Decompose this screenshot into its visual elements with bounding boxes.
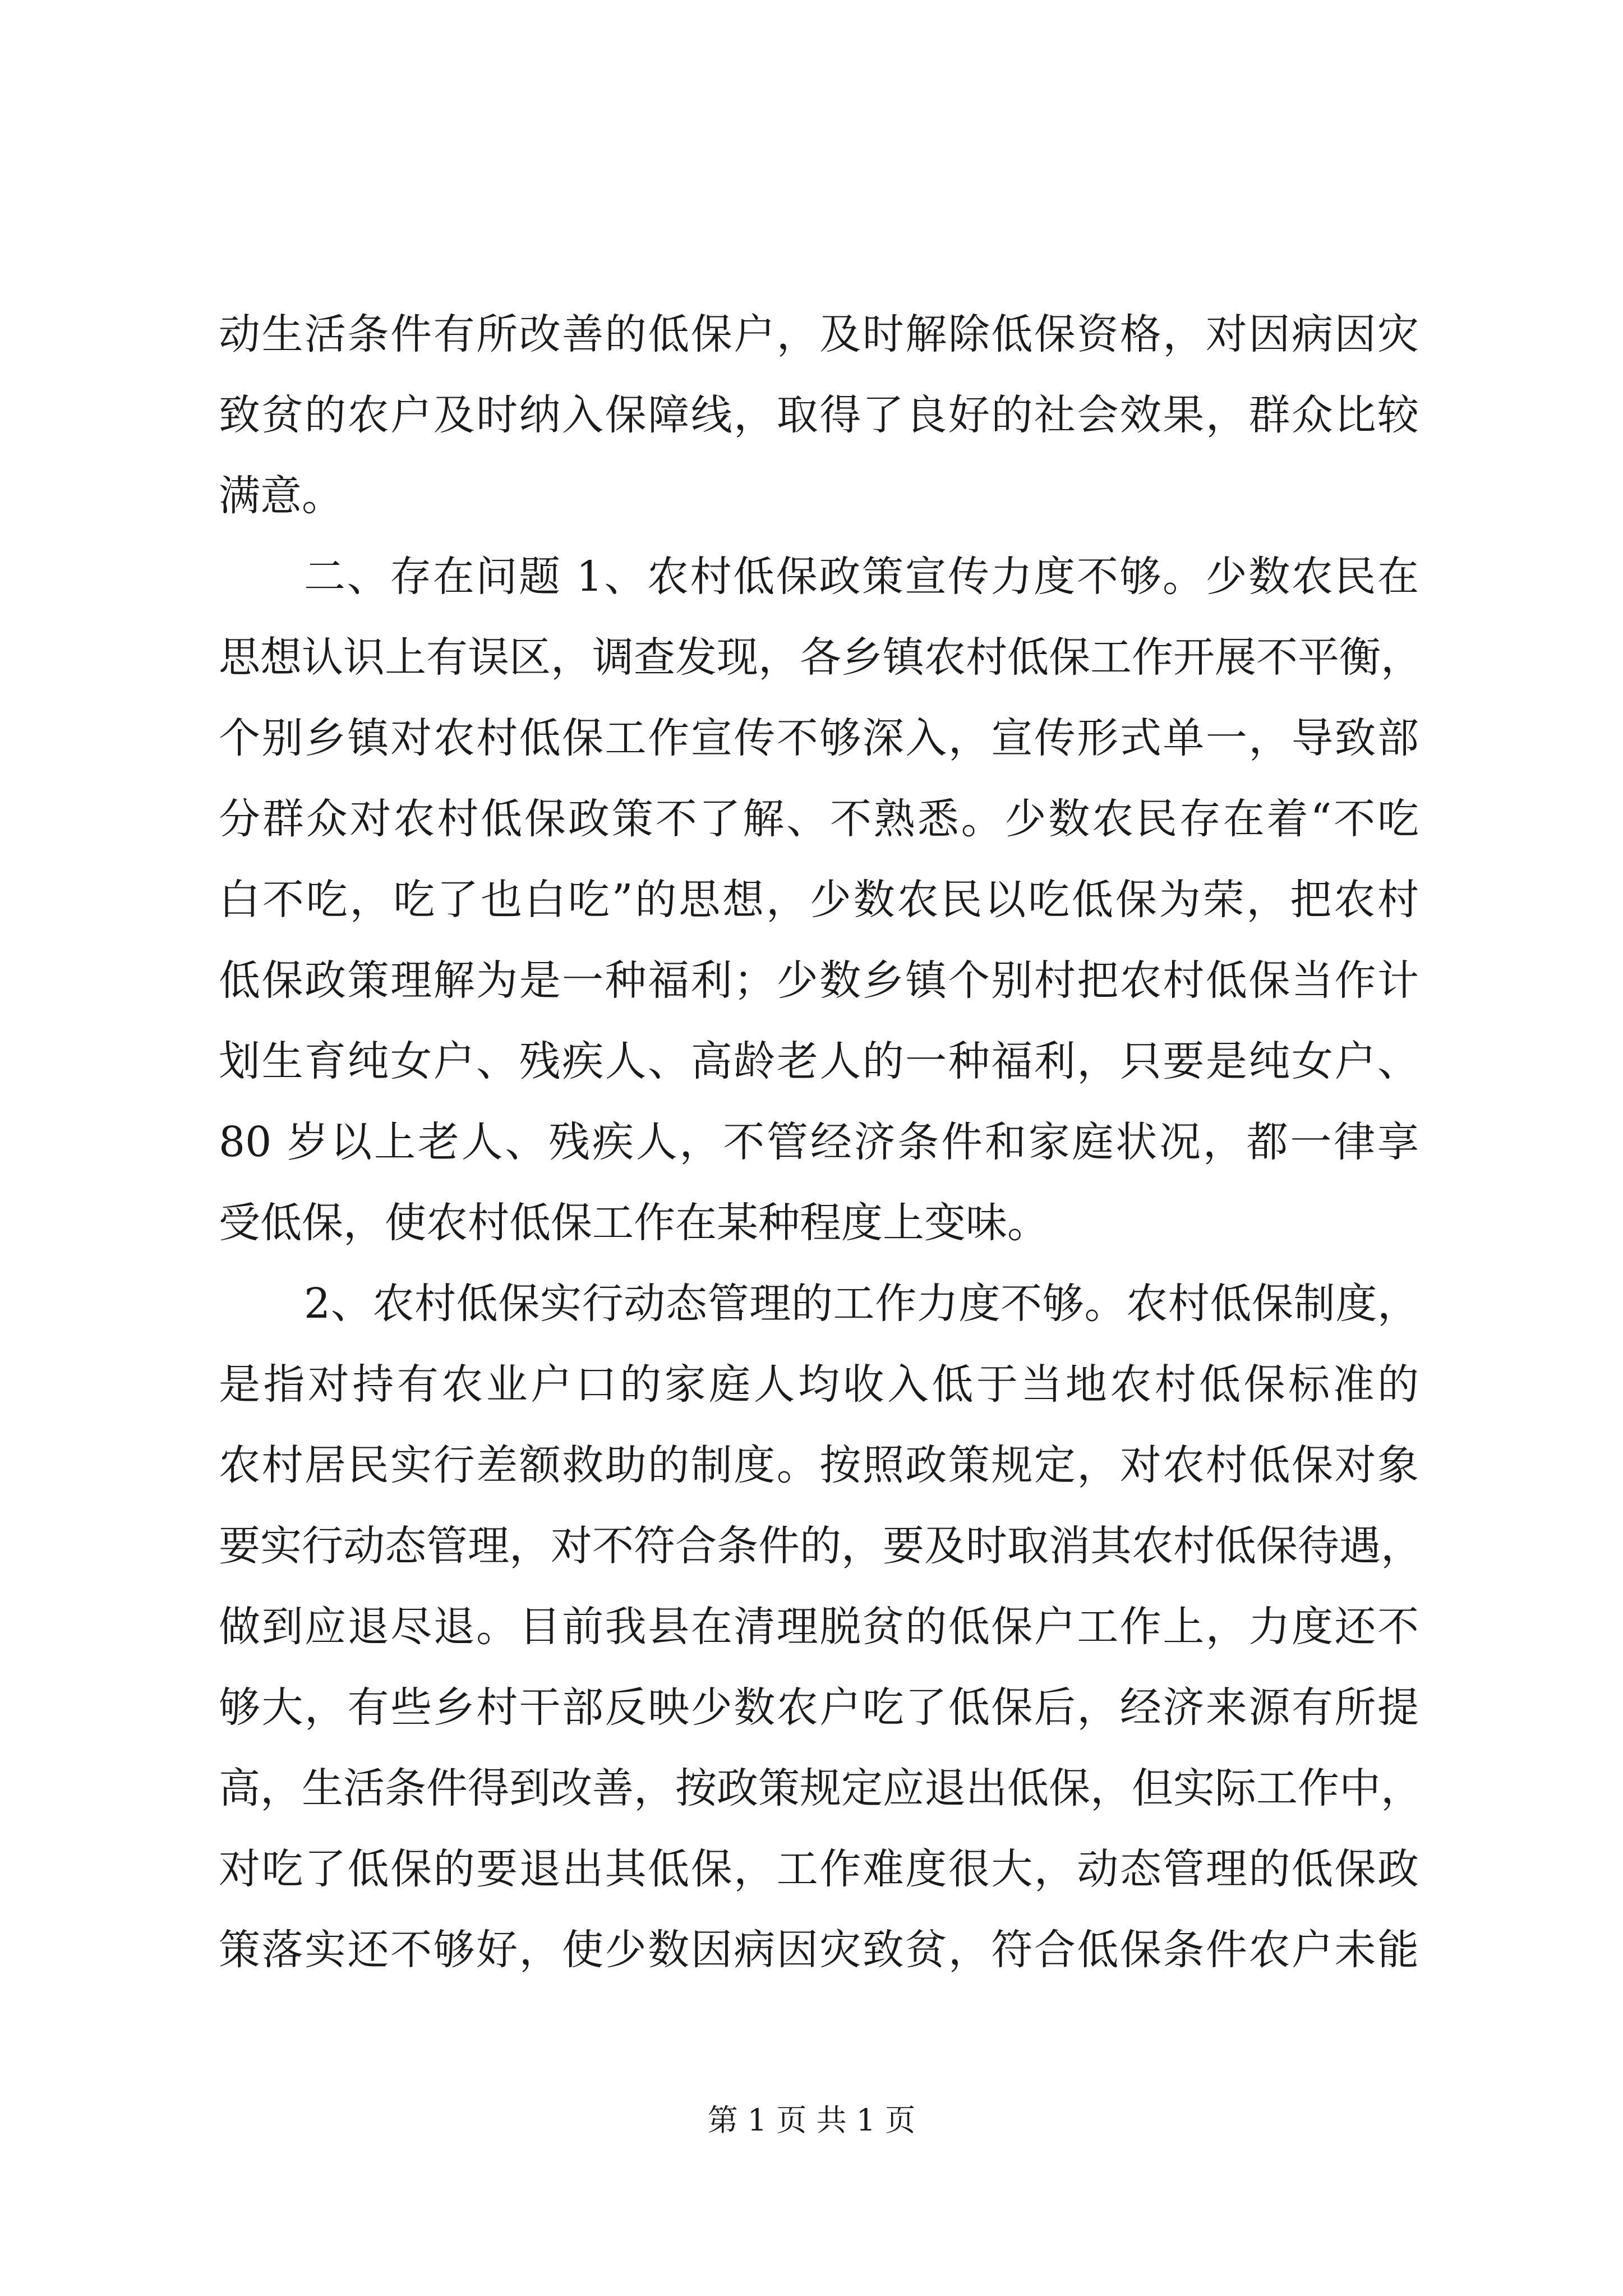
text-line: 二、存在问题 1、农村低保政策宣传力度不够。少数农民在 bbox=[304, 553, 1419, 601]
text-line: 划生育纯女户、残疾人、高龄老人的一种福利，只要是纯女户、 bbox=[219, 1037, 1419, 1085]
text-line: 致贫的农户及时纳入保障线，取得了良好的社会效果，群众比较 bbox=[219, 391, 1419, 439]
text-line: 个别乡镇对农村低保工作宣传不够深入，宣传形式单一，导致部 bbox=[219, 714, 1419, 762]
page-number: 第 1 页 共 1 页 bbox=[707, 2102, 916, 2138]
text-line: 满意。 bbox=[219, 472, 343, 520]
text-line: 高，生活条件得到改善，按政策规定应退出低保，但实际工作中， bbox=[219, 1764, 1422, 1812]
text-line: 思想认识上有误区，调查发现，各乡镇农村低保工作开展不平衡， bbox=[219, 633, 1422, 682]
text-line: 2、农村低保实行动态管理的工作力度不够。农村低保制度， bbox=[304, 1280, 1419, 1328]
text-line: 策落实还不够好，使少数因病因灾致贫，符合低保条件农户未能 bbox=[219, 1926, 1419, 1974]
body-text bbox=[219, 294, 1422, 1990]
text-line: 分群众对农村低保政策不了解、不熟悉。少数农民存在着“不吃 bbox=[219, 795, 1419, 843]
text-line: 农村居民实行差额救助的制度。按照政策规定，对农村低保对象 bbox=[219, 1441, 1419, 1489]
text-line: 做到应退尽退。目前我县在清理脱贫的低保户工作上，力度还不 bbox=[219, 1603, 1419, 1651]
text-line: 够大，有些乡村干部反映少数农户吃了低保后，经济来源有所提 bbox=[219, 1683, 1419, 1732]
text-line: 是指对持有农业户口的家庭人均收入低于当地农村低保标准的 bbox=[219, 1360, 1419, 1409]
text-line: 低保政策理解为是一种福利；少数乡镇个别村把农村低保当作计 bbox=[219, 956, 1419, 1005]
text-line: 白不吃，吃了也白吃”的思想，少数农民以吃低保为荣，把农村 bbox=[219, 876, 1419, 924]
text-line: 动生活条件有所改善的低保户，及时解除低保资格，对因病因灾 bbox=[219, 310, 1419, 358]
page-footer bbox=[0, 2101, 1623, 2140]
text-line: 对吃了低保的要退出其低保，工作难度很大，动态管理的低保政 bbox=[219, 1845, 1419, 1893]
text-line: 要实行动态管理，对不符合条件的，要及时取消其农村低保待遇， bbox=[219, 1522, 1422, 1570]
text-line: 80 岁以上老人、残疾人，不管经济条件和家庭状况，都一律享 bbox=[219, 1118, 1419, 1166]
text-line: 受低保，使农村低保工作在某种程度上变味。 bbox=[219, 1199, 1049, 1247]
